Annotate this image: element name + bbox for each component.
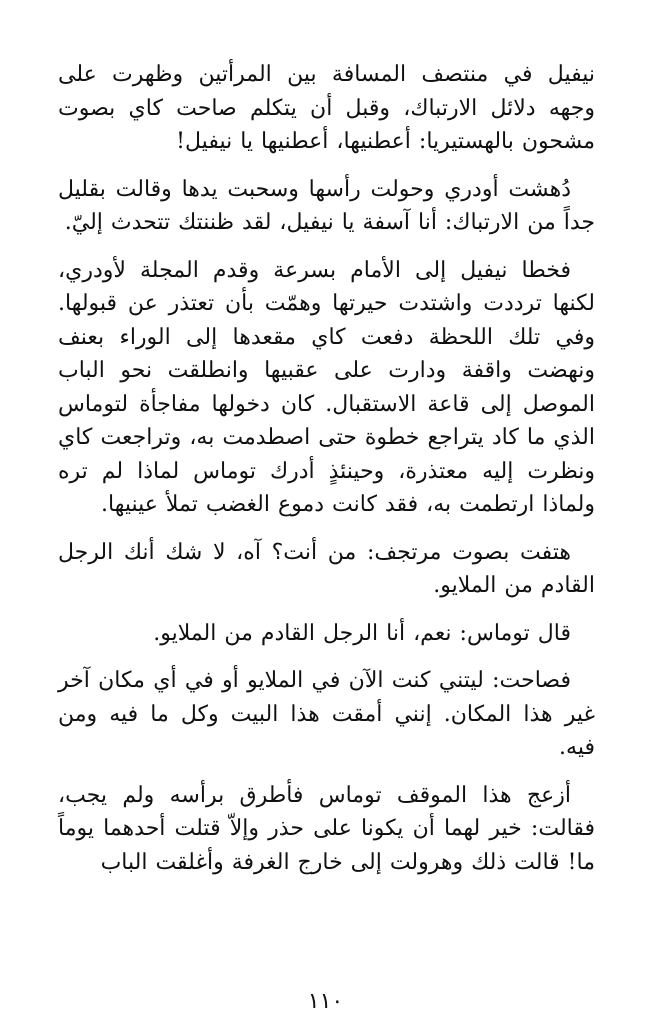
- paragraph-2: دُهشت أودري وحولت رأسها وسحبت يدها وقالت بقليل جداً من الارتباك: أنا آسفة يا نيفيل، لقد ظننتك تتحدث إليّ.: [58, 176, 595, 235]
- paragraph-5: قال توماس: نعم، أنا الرجل القادم من الملايو.: [153, 620, 571, 646]
- page-number: ١١٠: [307, 989, 344, 1014]
- paragraph-3: فخطا نيفيل إلى الأمام بسرعة وقدم المجلة لأودري، لكنها ترددت واشتدت حيرتها وهمّت بأن تعتذر عن قبولها. وفي تلك اللحظة دفعت كاي مقعدها إلى الوراء بعنف ونهضت واقفة ودارت على عقبيها وانطلقت نحو الباب الموصل إلى قاعة الاستقبال. كان دخولها مفاجأة لتوماس الذي ما كاد يتراجع خطوة حتى اصطدمت به، وتراجعت كاي ونظرت إليه معتذرة، وحينئذٍ أدرك توماس لماذا لم تره ولماذا ارتطمت به، فقد كانت دموع الغضب تملأ عينيها.: [58, 257, 595, 517]
- page-text-column: [58, 58, 595, 879]
- paragraph-1: نيفيل في منتصف المسافة بين المرأتين وظهرت على وجهه دلائل الارتباك، وقبل أن يتكلم صاحت كاي بصوت مشحون بالهستيريا: أعطنيها، أعطنيها يا نيفيل!: [58, 62, 595, 154]
- paragraph-4: هتفت بصوت مرتجف: من أنت؟ آه، لا شك أنك الرجل القادم من الملايو.: [58, 539, 595, 598]
- paragraph-6: فصاحت: ليتني كنت الآن في الملايو أو في أي مكان آخر غير هذا المكان. إنني أمقت هذا البيت وكل ما فيه ومن فيه.: [58, 668, 595, 760]
- paragraph-7: أزعج هذا الموقف توماس فأطرق برأسه ولم يجب، فقالت: خير لهما أن يكونا على حذر وإلاّ قتلت أحدهما يوماً ما! قالت ذلك وهرولت إلى خارج الغرفة وأغلقت الباب: [58, 782, 595, 875]
